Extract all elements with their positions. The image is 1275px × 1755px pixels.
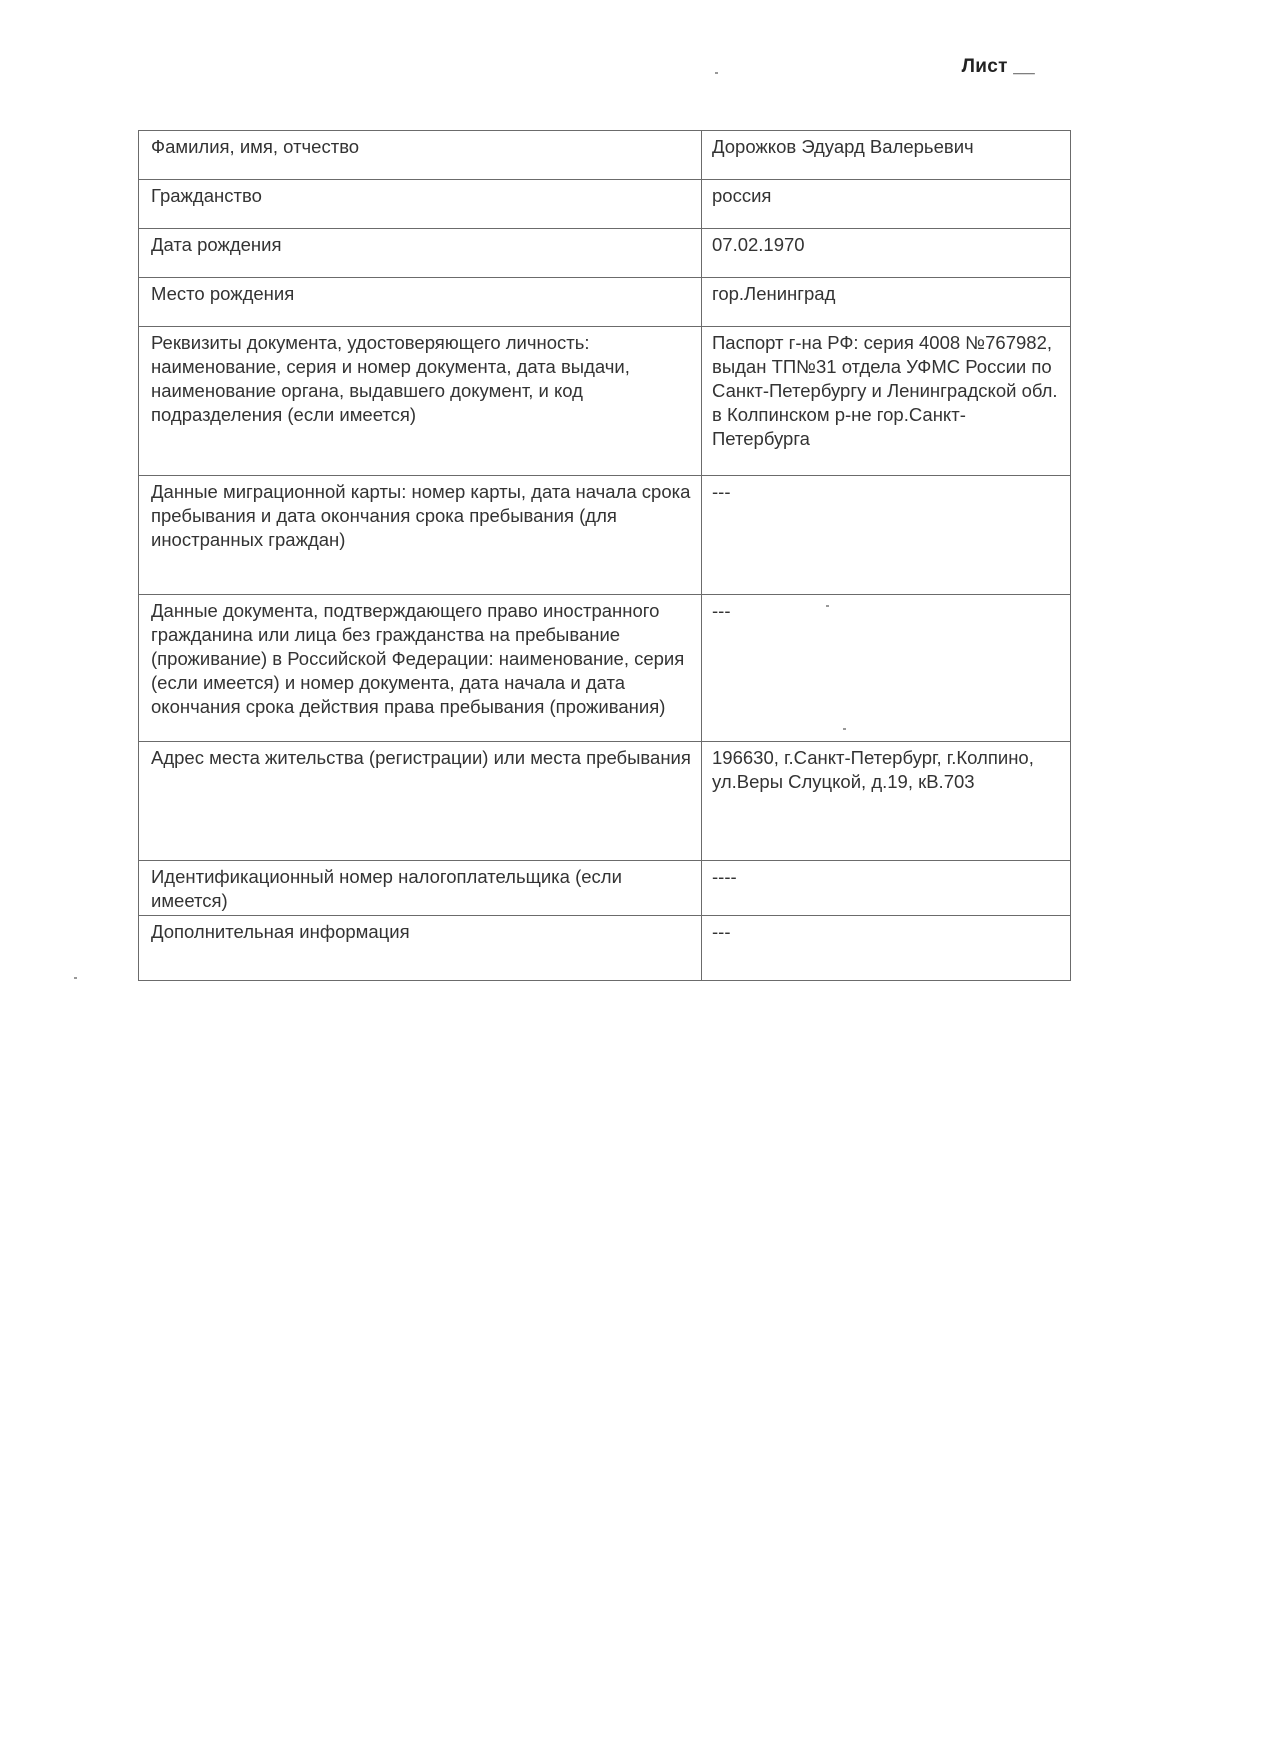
birth-place-value: гор.Ленинград (702, 278, 1071, 327)
residence-permit-label: Данные документа, подтверждающего право иностранного гражданина или лица без гражданства на пребывание (проживание) в Российской Федерации: наименование, серия (если имеется) и номер документа, дата начала и дата окончания срока действия права пребывания (проживания) (139, 595, 702, 742)
table-row-citizenship (139, 180, 1071, 229)
citizenship-label: Гражданство (139, 180, 702, 229)
residence-permit-value: --- (702, 595, 1071, 742)
migration-card-label: Данные миграционной карты: номер карты, дата начала срока пребывания и дата окончания срока пребывания (для иностранных граждан) (139, 476, 702, 595)
personal-info-table (138, 130, 1071, 981)
table-row-identity-document (139, 327, 1071, 476)
birth-date-value: 07.02.1970 (702, 229, 1071, 278)
full-name-label: Фамилия, имя, отчество (139, 131, 702, 180)
sheet-number-label: Лист __ (961, 56, 1035, 77)
additional-info-value: --- (702, 916, 1071, 981)
table-row-additional-info (139, 916, 1071, 981)
identity-document-label: Реквизиты документа, удостоверяющего личность: наименование, серия и номер документа, дата выдачи, наименование органа, выдавшего документ, и код подразделения (если имеется) (139, 327, 702, 476)
scan-speck (843, 728, 846, 730)
table-row-tax-id (139, 861, 1071, 916)
full-name-value: Дорожков Эдуард Валерьевич (702, 131, 1071, 180)
address-value: 196630, г.Санкт-Петербург, г.Колпино, ул.Веры Слуцкой, д.19, кВ.703 (702, 742, 1071, 861)
scan-speck (715, 72, 718, 74)
birth-date-label: Дата рождения (139, 229, 702, 278)
table-row-birth-date (139, 229, 1071, 278)
identity-document-value: Паспорт г-на РФ: серия 4008 №767982, выдан ТП№31 отдела УФМС России по Санкт-Петербургу и Ленинградской обл. в Колпинском р-не гор.Санкт-Петербурга (702, 327, 1071, 476)
table-row-full-name (139, 131, 1071, 180)
birth-place-label: Место рождения (139, 278, 702, 327)
table-row-address (139, 742, 1071, 861)
scan-speck (826, 605, 829, 607)
additional-info-label: Дополнительная информация (139, 916, 702, 981)
address-label: Адрес места жительства (регистрации) или места пребывания (139, 742, 702, 861)
scan-speck (74, 977, 77, 979)
table-row-birth-place (139, 278, 1071, 327)
tax-id-value: ---- (702, 861, 1071, 916)
table-row-migration-card (139, 476, 1071, 595)
table-row-residence-permit (139, 595, 1071, 742)
citizenship-value: россия (702, 180, 1071, 229)
tax-id-label: Идентификационный номер налогоплательщика (если имеется) (139, 861, 702, 916)
migration-card-value: --- (702, 476, 1071, 595)
